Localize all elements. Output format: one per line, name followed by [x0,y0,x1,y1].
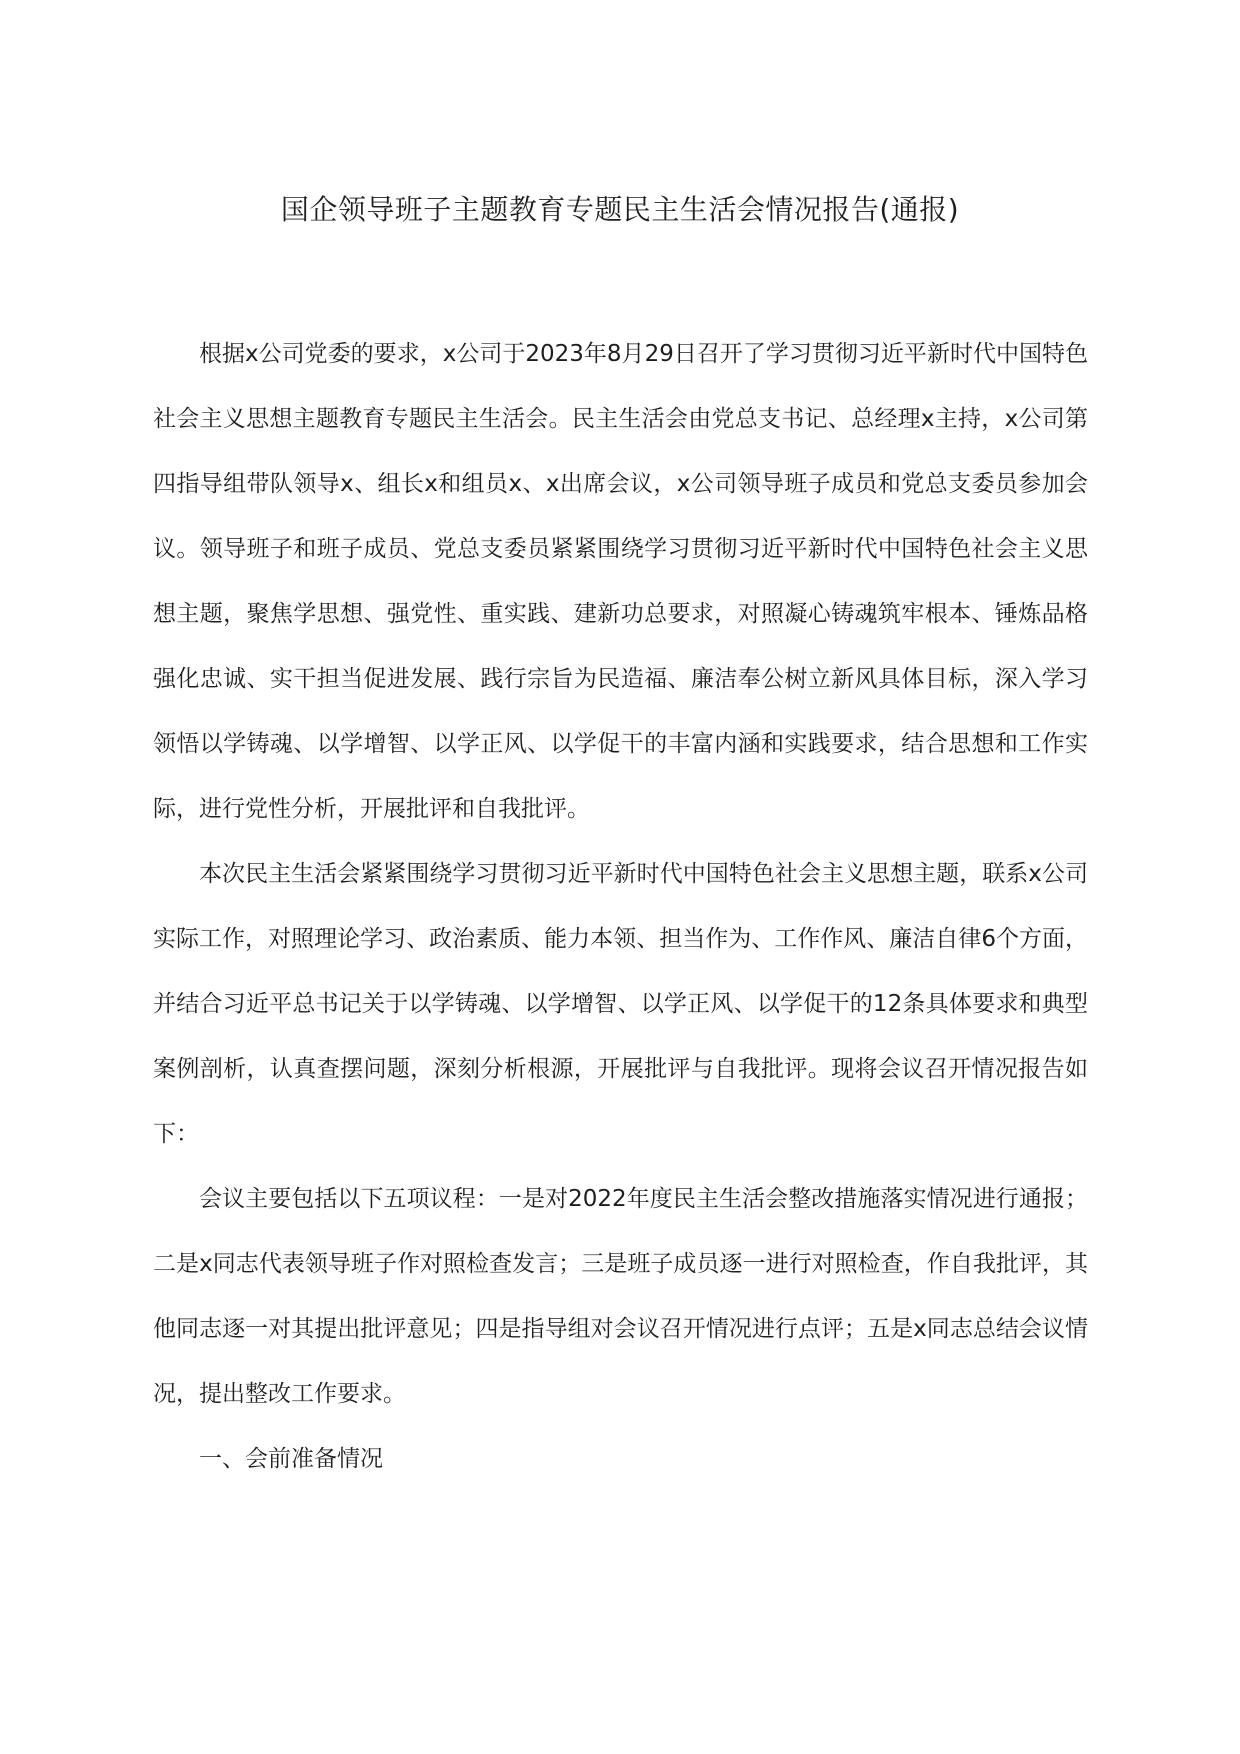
document-title: 国企领导班子主题教育专题民主生活会情况报告(通报) [280,193,960,226]
paragraph-intro: 根据x公司党委的要求，x公司于2023年8月29日召开了学习贯彻习近平新时代中国特色社会主义思想主题教育专题民主生活会。民主生活会由党总支书记、总经理x主持，x公司第四指导组带队领导x、组长x和组员x、x出席会议，x公司领导班子成员和党总支委员参加会议。领导班子和班子成员、党总支委员紧紧围绕学习贯彻习近平新时代中国特色社会主义思想主题，聚焦学思想、强党性、重实践、建新功总要求，对照凝心铸魂筑牢根本、锤炼品格强化忠诚、实干担当促进发展、践行宗旨为民造福、廉洁奉公树立新风具体目标，深入学习领悟以学铸魂、以学增智、以学正风、以学促干的丰富内涵和实践要求，结合思想和工作实际，进行党性分析，开展批评和自我批评。 [153,341,1088,822]
paragraph-agenda: 会议主要包括以下五项议程：一是对2022年度民主生活会整改措施落实情况进行通报；二是x同志代表领导班子作对照检查发言；三是班子成员逐一进行对照检查，作自我批评，其他同志逐一对其提出批评意见；四是指导组对会议召开情况进行点评；五是x同志总结会议情况，提出整改工作要求。 [153,1186,1088,1407]
document-body [153,322,1088,1492]
section-heading-preparation: 一、会前准备情况 [199,1446,383,1472]
paragraph-scope: 本次民主生活会紧紧围绕学习贯彻习近平新时代中国特色社会主义思想主题，联系x公司实际工作，对照理论学习、政治素质、能力本领、担当作为、工作作风、廉洁自律6个方面，并结合习近平总书记关于以学铸魂、以学增智、以学正风、以学促干的12条具体要求和典型案例剖析，认真查摆问题，深刻分析根源，开展批评与自我批评。现将会议召开情况报告如下： [153,861,1088,1147]
